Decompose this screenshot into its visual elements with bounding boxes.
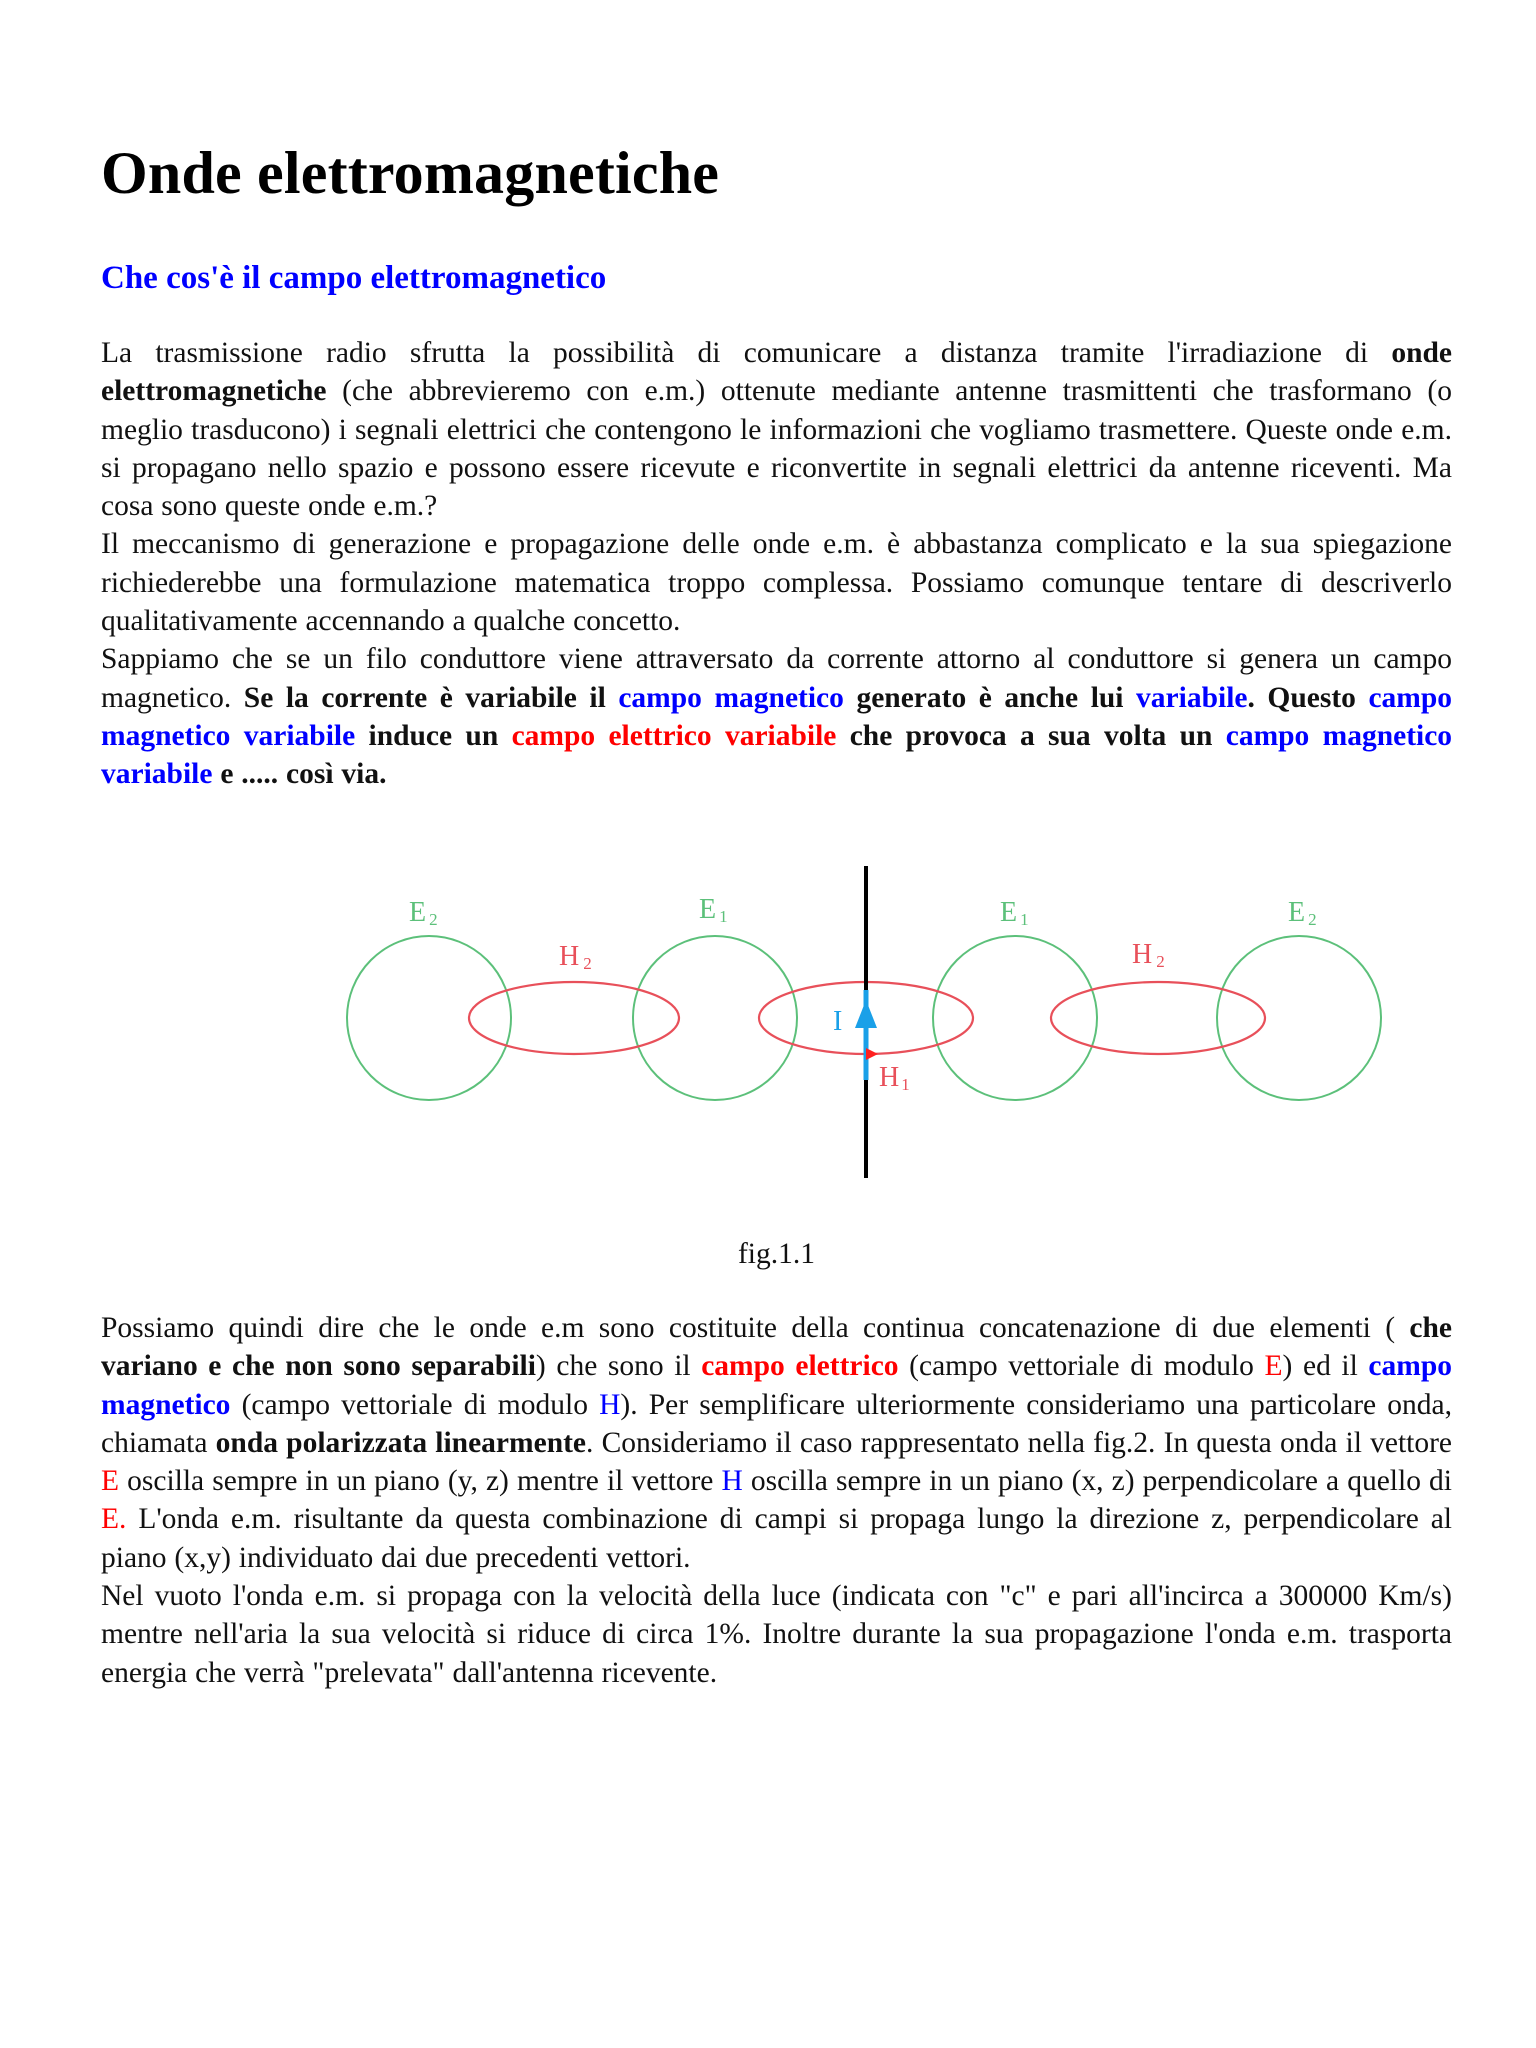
label-h1: H 1	[879, 1062, 910, 1094]
text-run: Nel vuoto l'onda e.m. si propaga con la velocità della luce (indicata con "c" e pari all'incirca a 300000 Km/s) mentre nell'aria la sua velocità si riduce di circa 1%. Inoltre durante la sua propagazione l'onda e.m. trasporta energia che verrà "prelevata" dall'antenna ricevente.	[101, 1580, 1452, 1689]
intro-paragraph	[101, 334, 1452, 794]
red-term: campo elettrico	[701, 1350, 899, 1383]
electric-field-loop-e2-left	[347, 936, 511, 1100]
text-run: La trasmissione radio sfrutta la possibilità di comunicare a distanza tramite l'irradiazione di	[101, 337, 1392, 369]
bold-text: Se la corrente è variabile il	[243, 681, 606, 714]
second-paragraph	[101, 1309, 1452, 1692]
text-run: ). Per semplificare ulteriormente consideriamo una particolare onda, chiamata	[101, 1388, 1453, 1459]
current-arrow-icon	[855, 1000, 877, 1028]
text-run: (che abbrevieremo con e.m.) ottenute mediante antenne trasmittenti che trasformano (o meglio trasducono) i segnali elettrici che contengono le informazioni che vogliamo trasmettere. Queste onde e.m. si propagano nello spazio e possono essere ricevute e riconvertite in segnali elettrici da antenne riceventi. Ma cosa sono queste onde e.m.?	[101, 375, 1452, 523]
blue-symbol: H	[599, 1388, 621, 1421]
label-e1-left: E 1	[699, 894, 728, 926]
blue-term: campo magnetico	[101, 1350, 1452, 1421]
text-run: . Consideriamo il caso rappresentato nella fig.2. In questa onda il vettore	[586, 1426, 1452, 1459]
text-run: (campo vettoriale di modulo	[898, 1350, 1265, 1383]
bold-text: onda polarizzata linearmente	[215, 1426, 587, 1459]
red-symbol: E	[101, 1465, 120, 1498]
red-term: campo elettrico variabile	[511, 719, 837, 752]
field-lines-figure	[249, 858, 1409, 1198]
magnetic-field-loop-h2-left	[469, 982, 679, 1054]
bold-term: onde elettromagnetiche	[101, 337, 1452, 408]
bold-text: generato è anche lui	[856, 681, 1124, 714]
label-h2-right: H 2	[1132, 939, 1165, 971]
text-run: ) ed il	[1282, 1350, 1369, 1383]
text-run: Il meccanismo di generazione e propagazione delle onde e.m. è abbastanza complicato e la sua spiegazione richiederebbe una formulazione matematica troppo complessa. Possiamo comunque tentare di descriverlo qualitativamente accennando a qualche concetto.	[101, 528, 1452, 638]
page-title: Onde elettromagnetiche	[101, 140, 720, 206]
text-run: (campo vettoriale di modulo	[230, 1388, 600, 1421]
em-field-diagram	[249, 858, 1409, 1198]
magnetic-direction-arrow-icon	[866, 1048, 878, 1060]
electric-field-loop-e1-right	[933, 936, 1097, 1100]
text-run: oscilla sempre in un piano (y, z) mentre il vettore	[119, 1465, 722, 1498]
blue-term: campo magnetico	[618, 681, 844, 714]
label-h2-left: H 2	[559, 941, 592, 973]
section-heading: Che cos'è il campo elettromagnetico	[101, 260, 607, 296]
red-symbol: E.	[101, 1503, 127, 1536]
electric-field-loop-e1-left	[633, 936, 797, 1100]
blue-term: variabile	[1136, 681, 1248, 714]
bold-text: induce un	[368, 719, 499, 752]
figure-caption: fig.1.1	[737, 1238, 816, 1270]
text-run: oscilla sempre in un piano (x, z) perpendicolare a quello di	[742, 1465, 1452, 1498]
label-e2-left: E 2	[409, 897, 438, 929]
label-e1-right: E 1	[1000, 897, 1029, 929]
text-run: ) che sono il	[535, 1350, 702, 1383]
bold-text: . Questo	[1247, 681, 1356, 714]
red-symbol: E	[1264, 1350, 1283, 1383]
label-e2-right: E 2	[1288, 897, 1317, 929]
text-run: Sappiamo che se un filo conduttore viene attraversato da corrente attorno al conduttore si genera un campo magnetico.	[101, 643, 1452, 714]
bold-text: che provoca a sua volta un	[849, 719, 1213, 752]
label-current: I	[833, 1006, 843, 1037]
blue-term: campo magnetico variabile	[101, 681, 1453, 752]
bold-text: che variano e che non sono separabili	[101, 1312, 1452, 1383]
bold-text: e ..... così via.	[220, 758, 387, 791]
blue-symbol: H	[721, 1465, 743, 1498]
electric-field-loop-e2-right	[1217, 936, 1381, 1100]
blue-term: campo magnetico variabile	[101, 719, 1453, 791]
magnetic-field-loop-h2-right	[1051, 982, 1265, 1054]
text-run: L'onda e.m. risultante da questa combinazione di campi si propaga lungo la direzione z, perpendicolare al piano (x,y) individuato dai due precedenti vettori.	[101, 1503, 1452, 1574]
text-run: Possiamo quindi dire che le onde e.m sono costituite della continua concatenazione di due elementi (	[101, 1312, 1410, 1344]
